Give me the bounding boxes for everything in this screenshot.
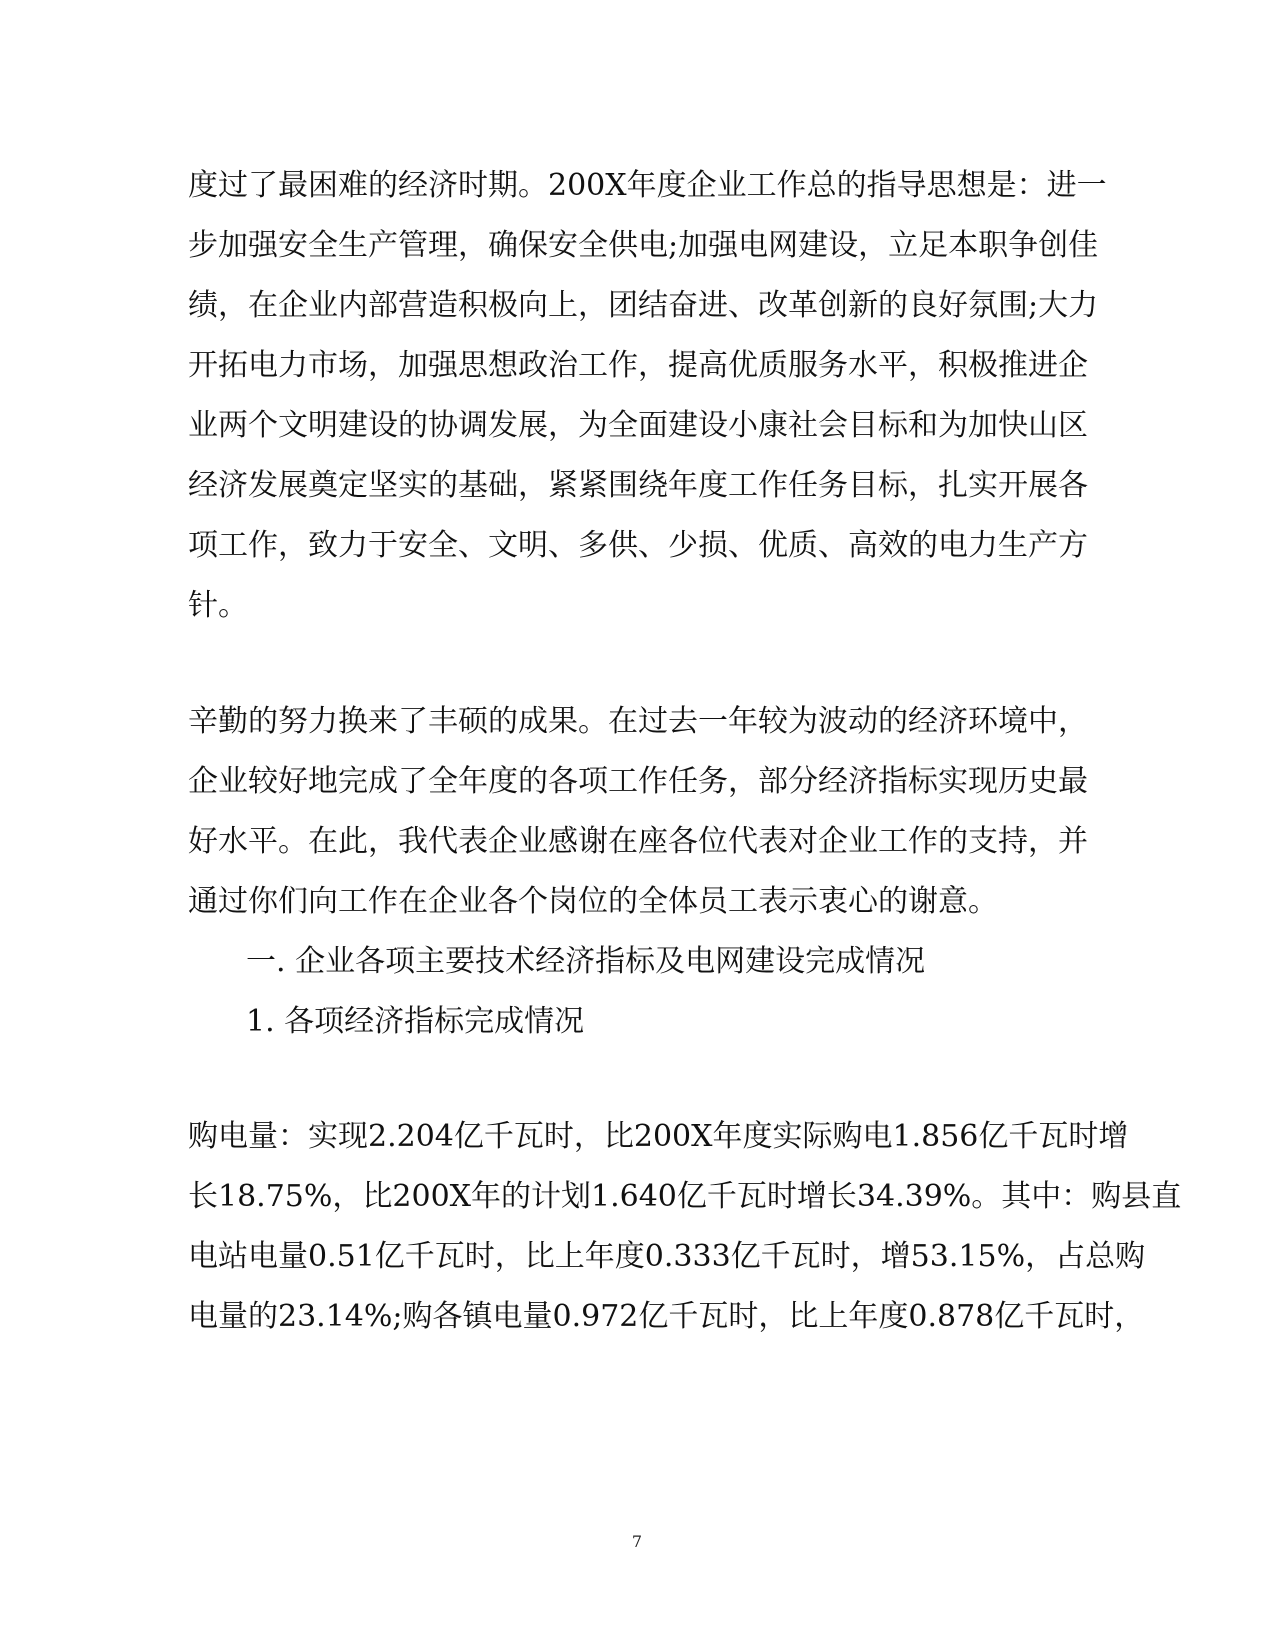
paragraph-1-line-2: 步加强安全生产管理，确保安全供电;加强电网建设，立足本职争创佳 [188,228,1099,263]
paragraph-2-line-3: 好水平。在此，我代表企业感谢在座各位代表对企业工作的支持，并 [188,824,1088,859]
subsection-heading: 1. 各项经济指标完成情况 [246,1004,585,1039]
section-heading: 一. 企业各项主要技术经济指标及电网建设完成情况 [246,944,926,979]
paragraph-2-line-4: 通过你们向工作在企业各个岗位的全体员工表示衷心的谢意。 [188,884,998,919]
paragraph-2-line-2: 企业较好地完成了全年度的各项工作任务，部分经济指标实现历史最 [188,764,1088,799]
paragraph-1-line-1: 度过了最困难的经济时期。200X年度企业工作总的指导思想是：进一 [188,168,1107,203]
paragraph-3-line-1: 购电量：实现2.204亿千瓦时，比200X年度实际购电1.856亿千瓦时增 [188,1119,1129,1154]
paragraph-1-line-3: 绩，在企业内部营造积极向上，团结奋进、改革创新的良好氛围;大力 [188,288,1099,323]
paragraph-1-line-6: 经济发展奠定坚实的基础，紧紧围绕年度工作任务目标，扎实开展各 [188,468,1088,503]
paragraph-1-line-7: 项工作，致力于安全、文明、多供、少损、优质、高效的电力生产方 [188,528,1088,563]
paragraph-3-line-2: 长18.75%，比200X年的计划1.640亿千瓦时增长34.39%。其中：购县直 [188,1179,1182,1214]
paragraph-3-line-4: 电量的23.14%;购各镇电量0.972亿千瓦时，比上年度0.878亿千瓦时， [188,1299,1145,1334]
paragraph-1-line-4: 开拓电力市场，加强思想政治工作，提高优质服务水平，积极推进企 [188,348,1088,383]
paragraph-1-line-5: 业两个文明建设的协调发展，为全面建设小康社会目标和为加快山区 [188,408,1088,443]
page-number: 7 [631,1532,643,1551]
paragraph-1-line-8: 针。 [188,588,248,623]
paragraph-3-line-3: 电站电量0.51亿千瓦时，比上年度0.333亿千瓦时，增53.15%，占总购 [188,1239,1146,1274]
paragraph-2-line-1: 辛勤的努力换来了丰硕的成果。在过去一年较为波动的经济环境中， [188,704,1088,739]
